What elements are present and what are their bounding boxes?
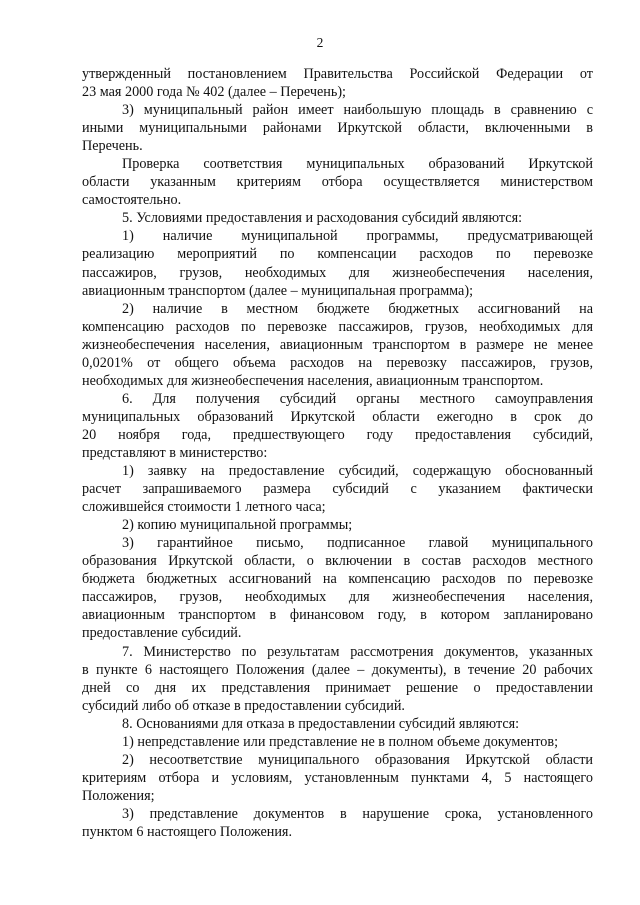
text-line: 2) копию муниципальной программы; <box>122 517 353 534</box>
text-line: муниципальных образований Иркутской области ежегодно в срок до <box>82 408 593 425</box>
text-line: иными муниципальными районами Иркутской области, включенными в <box>82 120 593 137</box>
text-line: предоставление субсидий. <box>82 625 242 642</box>
text-line: жизнеобеспечения населения, авиационным транспортом в размере не менее <box>82 336 593 353</box>
text-line: 3) представление документов в нарушение срока, установленного <box>122 805 593 822</box>
text-line: 6. Для получения субсидий органы местного самоуправления <box>122 390 593 407</box>
text-line: 20 ноября года, предшествующего году предоставления субсидий, <box>82 426 593 443</box>
text-line: авиационным транспортом в финансовом году, в котором запланировано <box>82 607 593 624</box>
text-line: 1) непредставление или представление не в полном объеме документов; <box>122 733 559 750</box>
text-line: сложившейся стоимости 1 летного часа; <box>82 499 326 516</box>
text-line: образования Иркутской области, о включении в состав расходов местного <box>82 553 593 570</box>
text-line: авиационным транспортом (далее – муниципальная программа); <box>82 282 474 299</box>
text-line: пассажиров, грузов, необходимых для жизнеобеспечения населения, <box>82 264 593 281</box>
text-line: критериям отбора и условиям, установленным пунктами 4, 5 настоящего <box>82 769 593 786</box>
text-line: 0,0201% от общего объема расходов на перевозку пассажиров, грузов, <box>82 354 593 371</box>
text-line: 1) наличие муниципальной программы, предусматривающей <box>122 228 593 245</box>
text-line: Перечень. <box>82 138 143 155</box>
page-number: 2 <box>316 35 324 50</box>
text-line: Положения; <box>82 787 155 804</box>
text-line: в пункте 6 настоящего Положения (далее – документы), в течение 20 рабочих <box>82 661 593 678</box>
text-line: необходимых для жизнеобеспечения населения, авиационным транспортом. <box>82 372 544 389</box>
text-line: 7. Министерство по результатам рассмотрения документов, указанных <box>122 643 593 660</box>
text-line: бюджета бюджетных ассигнований на компенсацию расходов по перевозке <box>82 571 593 588</box>
text-line: реализацию мероприятий по компенсации расходов по перевозке <box>82 246 593 263</box>
text-line: представляют в министерство: <box>82 444 268 461</box>
text-line: самостоятельно. <box>82 192 182 209</box>
document-body <box>82 65 593 841</box>
text-line: 3) гарантийное письмо, подписанное главой муниципального <box>122 535 593 552</box>
text-line: субсидий либо об отказе в предоставлении субсидий. <box>82 697 405 714</box>
text-line: области указанным критериям отбора осуществляется министерством <box>82 174 593 191</box>
text-line: 23 мая 2000 года № 402 (далее – Перечень); <box>82 84 346 101</box>
text-line: 2) наличие в местном бюджете бюджетных ассигнований на <box>122 300 593 317</box>
text-line: 8. Основаниями для отказа в предоставлении субсидий являются: <box>122 715 520 732</box>
text-line: утвержденный постановлением Правительства Российской Федерации от <box>82 66 593 82</box>
text-line: дней со дня их представления принимает решение о предоставлении <box>82 679 593 696</box>
text-line: 1) заявку на предоставление субсидий, содержащую обоснованный <box>122 463 593 480</box>
text-line: расчет запрашиваемого размера субсидий с указанием фактически <box>82 481 593 498</box>
text-line: пунктом 6 настоящего Положения. <box>82 823 293 840</box>
text-line: пассажиров, грузов, необходимых для жизнеобеспечения населения, <box>82 589 593 606</box>
text-line: 5. Условиями предоставления и расходования субсидий являются: <box>122 210 523 227</box>
text-line: Проверка соответствия муниципальных образований Иркутской <box>122 156 593 173</box>
text-line: 2) несоответствие муниципального образования Иркутской области <box>122 751 593 768</box>
text-line: 3) муниципальный район имеет наибольшую площадь в сравнению с <box>122 102 593 119</box>
text-line: компенсацию расходов по перевозке пассажиров, грузов, необходимых для <box>82 318 593 335</box>
